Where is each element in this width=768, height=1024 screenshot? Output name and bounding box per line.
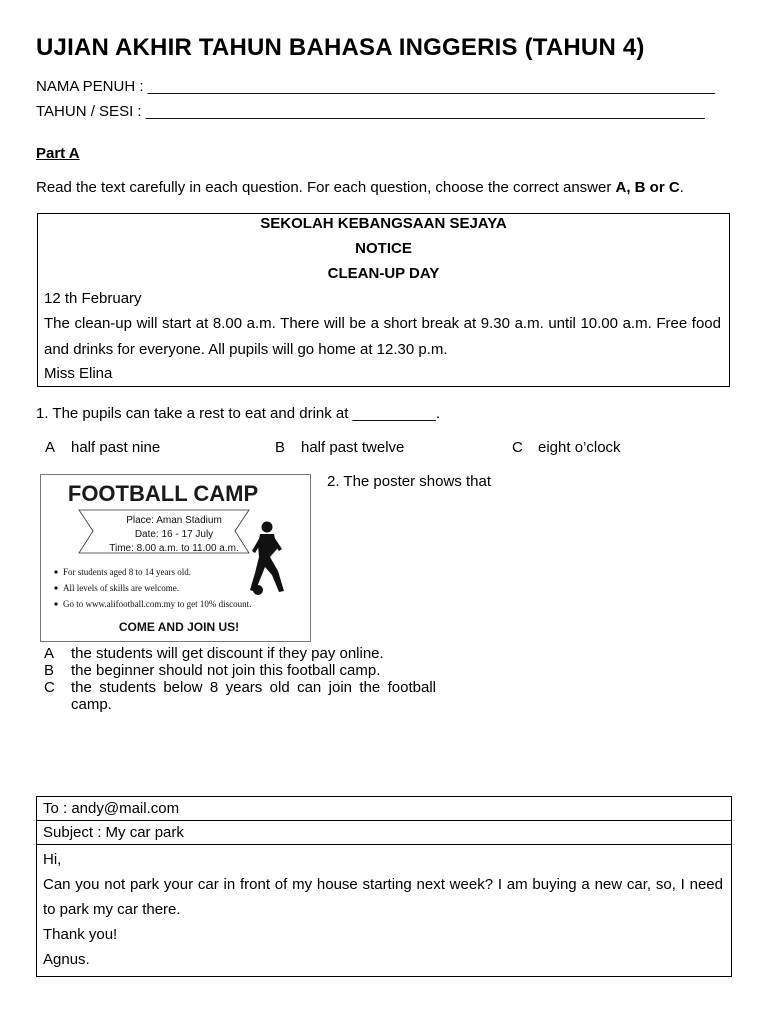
email-greeting: Hi,: [43, 851, 62, 868]
q2-option-a[interactable]: [44, 645, 436, 662]
q2-option-b[interactable]: [44, 662, 436, 679]
notice-heading: NOTICE: [355, 240, 412, 257]
poster-cta: COME AND JOIN US!: [118, 620, 240, 634]
question-2-text: 2. The poster shows that: [327, 473, 491, 490]
poster-place: Place: Aman Stadium: [126, 515, 222, 526]
option-letter: B: [275, 439, 286, 456]
notice-signature: Miss Elina: [44, 365, 113, 382]
option-letter: C: [44, 679, 55, 696]
poster-bullet-discount: Go to www.alifootball.com.my to get 10% discount.: [63, 599, 252, 609]
poster-date: Date: 16 - 17 July: [134, 529, 214, 540]
email-body: [37, 845, 731, 976]
option-letter: B: [44, 662, 55, 679]
instruction-answer-choices: A, B or C: [615, 179, 680, 196]
option-text: half past nine: [71, 439, 161, 456]
bullet-icon: [54, 602, 57, 605]
poster-graphic: [41, 475, 311, 642]
instruction-prefix: Read the text carefully in each question. For each question, choose the correct answer: [36, 179, 616, 196]
poster-time: Time: 8.00 a.m. to 11.00 a.m.: [109, 543, 239, 554]
notice-subject: CLEAN-UP DAY: [327, 265, 440, 282]
notice-school: SEKOLAH KEBANGSAAN SEJAYA: [260, 215, 507, 232]
email-message: Can you not park your car in front of my house starting next week? I am buying a new car, so, I need to park my car there.: [43, 876, 723, 918]
option-letter: A: [45, 439, 56, 456]
option-text: half past twelve: [301, 439, 405, 456]
instruction-text: [36, 179, 684, 196]
question-1-text: 1. The pupils can take a rest to eat and drink at __________.: [36, 405, 441, 422]
notice-date: 12 th February: [44, 290, 142, 307]
bullet-icon: [54, 570, 57, 573]
option-text: the students will get discount if they pay online.: [71, 645, 384, 662]
option-text: the students below 8 years old can join the football camp.: [71, 679, 436, 713]
q1-option-a[interactable]: [45, 439, 160, 456]
option-letter: A: [44, 645, 55, 662]
class-session-field[interactable]: TAHUN / SESI : ___________________________________________________________________: [36, 103, 705, 120]
football-camp-poster: [40, 474, 311, 642]
q1-option-c[interactable]: [512, 439, 621, 456]
poster-bullet-skills: All levels of skills are welcome.: [63, 583, 179, 593]
football-player-icon: [250, 522, 284, 596]
q1-option-b[interactable]: [275, 439, 404, 456]
email-sender: Agnus.: [43, 951, 90, 968]
email-thanks: Thank you!: [43, 926, 118, 943]
email-subject: Subject : My car park: [37, 821, 731, 845]
full-name-field[interactable]: NAMA PENUH : ____________________________________________________________________: [36, 78, 715, 95]
q2-options: [44, 645, 436, 713]
bullet-icon: [54, 586, 57, 589]
email-box: [36, 796, 732, 977]
part-a-heading: Part A: [36, 145, 80, 162]
option-letter: C: [512, 439, 523, 456]
instruction-suffix: .: [679, 179, 684, 196]
option-text: eight o’clock: [538, 439, 621, 456]
email-to: To : andy@mail.com: [37, 797, 731, 821]
q2-option-c[interactable]: [44, 679, 436, 713]
exam-title: UJIAN AKHIR TAHUN BAHASA INGGERIS (TAHUN 4): [36, 34, 645, 61]
option-text: the beginner should not join this football camp.: [71, 662, 381, 679]
notice-box: [37, 213, 730, 387]
notice-body: The clean-up will start at 8.00 a.m. There will be a short break at 9.30 a.m. until 10.00 a.m. Free food and drinks for everyone. All pupils will go home at 12.30 p.m.: [44, 315, 721, 358]
poster-bullet-age: For students aged 8 to 14 years old.: [63, 567, 191, 577]
poster-title: FOOTBALL CAMP: [67, 481, 259, 506]
